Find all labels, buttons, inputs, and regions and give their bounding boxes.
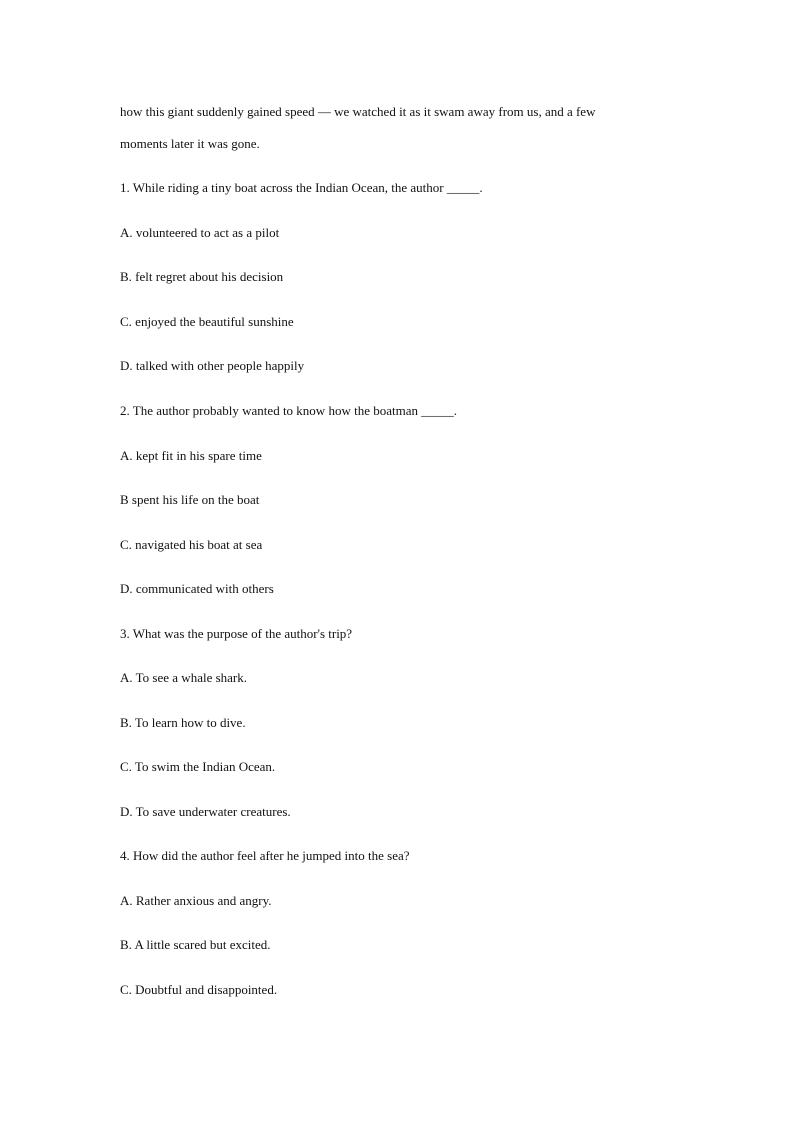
answer-option: A. To see a whale shark. [120, 670, 248, 685]
answer-option: C. To swim the Indian Ocean. [120, 759, 276, 774]
answer-option: D. To save underwater creatures. [120, 804, 291, 819]
answer-option: A. volunteered to act as a pilot [120, 225, 280, 240]
answer-option: D. talked with other people happily [120, 358, 305, 373]
answer-option: A. kept fit in his spare time [120, 448, 262, 463]
answer-option: B. A little scared but excited. [120, 937, 271, 952]
question-stem: 4. How did the author feel after he jumped into the sea? [120, 848, 410, 863]
passage-line: how this giant suddenly gained speed — we watched it as it swam away from us, and a few [120, 104, 596, 119]
answer-option: C. enjoyed the beautiful sunshine [120, 314, 294, 329]
answer-option: D. communicated with others [120, 581, 274, 596]
answer-option: C. navigated his boat at sea [120, 537, 263, 552]
answer-option: A. Rather anxious and angry. [120, 893, 272, 908]
answer-option: B. felt regret about his decision [120, 269, 284, 284]
question-stem: 2. The author probably wanted to know how the boatman _____. [120, 403, 457, 418]
answer-option: B spent his life on the boat [120, 492, 260, 507]
answer-option: C. Doubtful and disappointed. [120, 982, 278, 997]
answer-option: B. To learn how to dive. [120, 715, 246, 730]
question-stem: 3. What was the purpose of the author's trip? [120, 626, 353, 641]
question-stem: 1. While riding a tiny boat across the Indian Ocean, the author _____. [120, 180, 483, 195]
passage-line: moments later it was gone. [120, 136, 260, 151]
